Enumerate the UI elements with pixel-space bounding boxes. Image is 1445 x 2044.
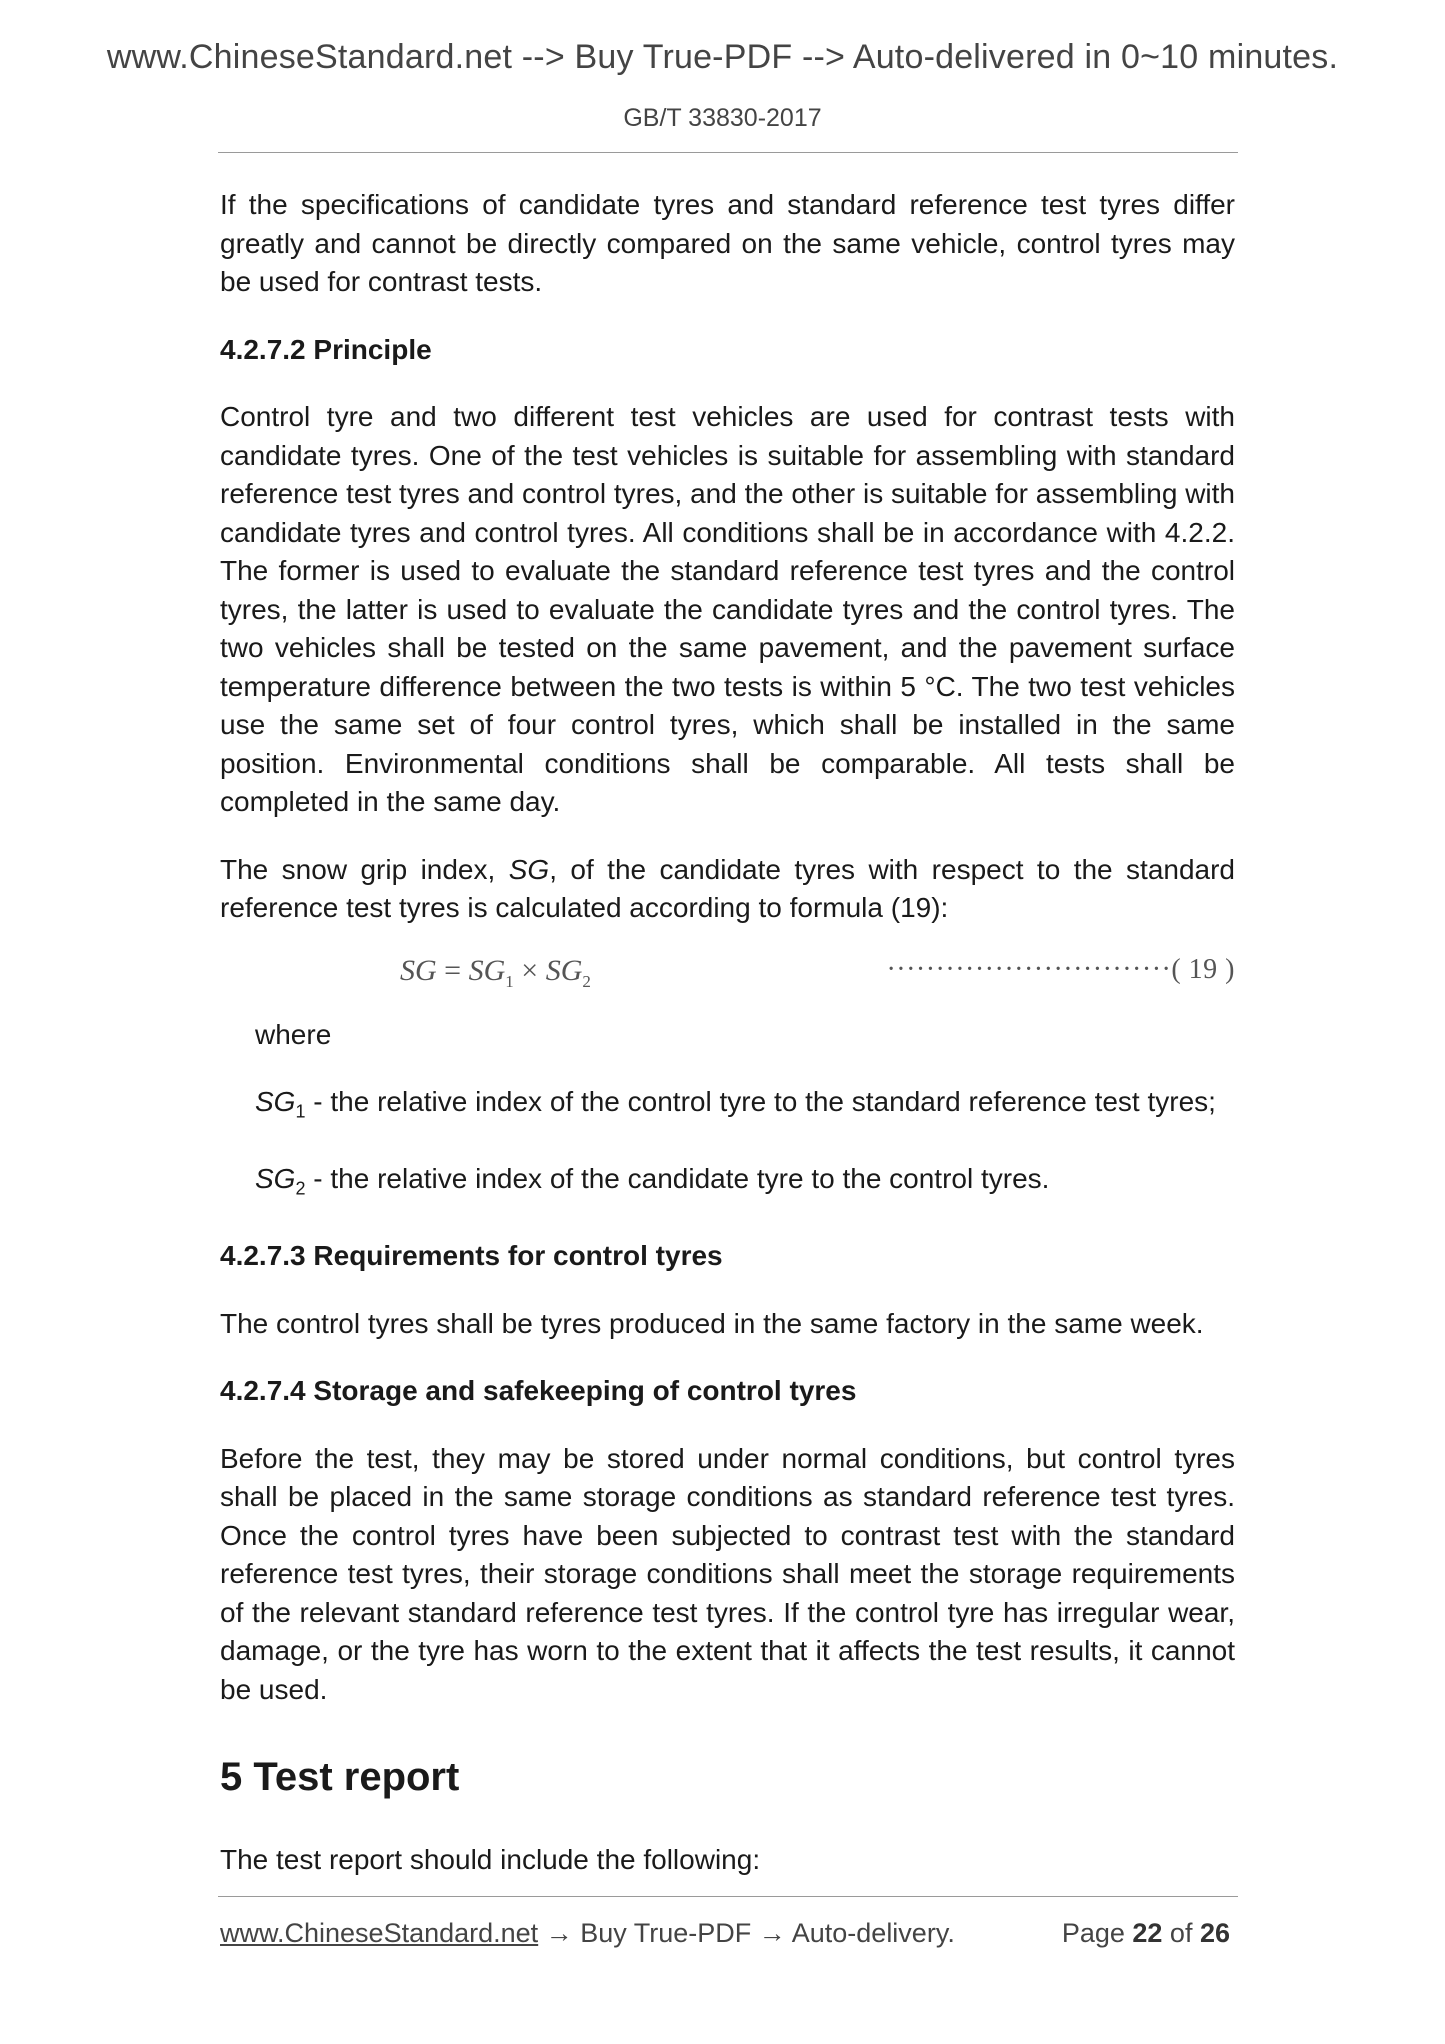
page-indicator: Page 22 of 26 (1061, 1918, 1230, 1948)
page-number: 22 (1132, 1918, 1163, 1948)
formula-19 (220, 954, 1235, 994)
report-paragraph: The test report should include the following: (220, 1844, 761, 1876)
sg-symbol: SG (508, 853, 550, 885)
document-number: GB/T 33830-2017 (623, 104, 822, 132)
total-pages: 26 (1199, 1918, 1230, 1948)
header-divider (218, 152, 1238, 153)
principle-paragraph: Control tyre and two different test vehicles are used for contrast tests with candidate tyres. One of the test vehicles is suitable for assembling with standard reference test tyres and control tyres, and the other is suitable for assembling with candidate tyres and control tyres. All conditions shall be in accordance with 4.2.2. The former is used to evaluate the standard reference test tyres and the control tyres, the latter is used to evaluate the candidate tyres and the control tyres. The two vehicles shall be tested on the same pavement, and the pavement surface temperature difference between the two tests is within 5 °C. The two test vehicles use the same set of four control tyres, which shall be installed in the same position. Environmental conditions shall be comparable. All tests shall be completed in the same day. (220, 401, 1235, 817)
formula-expression: SG = $SG_1 \times SG_2$ (400, 953, 591, 991)
footer-tagline: → Buy True-PDF → Auto-delivery. (538, 1918, 955, 1948)
sg2-definition: $SG_2$ - the relative index of the candidate tyre to the control tyres. (255, 1163, 1050, 1199)
storage-paragraph: Before the test, they may be stored under normal conditions, but control tyres shall be placed in the same storage conditions as standard reference test tyres. Once the control tyres have been subjected to contrast test with the standard reference test tyres, their storage conditions shall meet the storage requirements of the relevant standard reference test tyres. If the control tyre has irregular wear, damage, or the tyre has worn to the extent that it affects the test results, it cannot be used. (220, 1442, 1235, 1705)
requirements-paragraph: The control tyres shall be tyres produced in the same factory in the same week. (220, 1307, 1204, 1339)
section-4274-heading: 4.2.7.4 Storage and safekeeping of control tyres (220, 1375, 857, 1407)
section-4272-heading: 4.2.7.2 Principle (220, 333, 432, 365)
formula-number: ·····························( 19 ) (886, 953, 1235, 985)
page-footer (220, 1918, 1230, 1949)
intro-paragraph: If the specifications of candidate tyres and standard reference test tyres differ greatly and cannot be directly compared on the same vehicle, control tyres may be used for contrast tests. (220, 189, 1235, 297)
top-banner: www.ChineseStandard.net --> Buy True-PDF --> Auto-delivered in 0~10 minutes. (106, 38, 1339, 76)
page-content (220, 186, 1235, 1880)
footer-divider (218, 1896, 1238, 1897)
section-4273-heading: 4.2.7.3 Requirements for control tyres (220, 1240, 723, 1272)
snow-grip-paragraph: The snow grip index, SG, of the candidate tyres with respect to the standard reference test tyres is calculated according to formula (19): (220, 853, 1236, 923)
sg1-definition: $SG_1$ - the relative index of the control tyre to the standard reference test tyres; (255, 1086, 1216, 1122)
section-5-heading: 5 Test report (220, 1755, 460, 1800)
footer-link[interactable]: www.ChineseStandard.net (220, 1918, 539, 1948)
where-label: where (255, 1018, 332, 1050)
